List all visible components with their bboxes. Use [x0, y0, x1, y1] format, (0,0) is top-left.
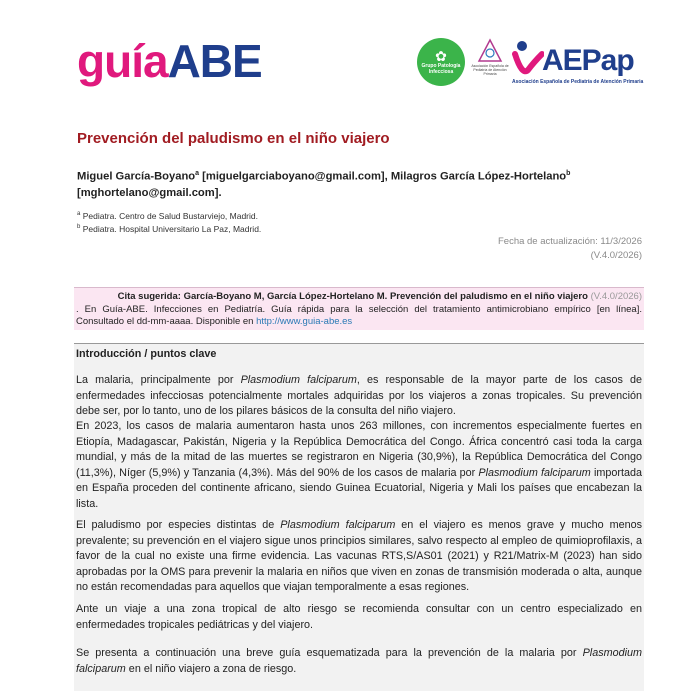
author-2-sup: b [566, 170, 571, 177]
citation-line-3 [76, 316, 352, 327]
affiliation-a-sup: a [77, 211, 81, 218]
citation-link[interactable]: http://www.guia-abe.es [256, 316, 353, 327]
affiliation-a [77, 211, 258, 221]
paragraph-3-italic: Plasmodium falciparum [280, 519, 396, 531]
paragraph-2 [76, 419, 642, 512]
page-title: Prevención del paludismo en el niño viajero [77, 130, 390, 147]
citation-consulted: Consultado el dd-mm-aaaa. Disponible en [76, 316, 257, 327]
author-1-sup: a [195, 170, 200, 177]
seip-logo [470, 38, 510, 86]
paragraph-5-italic: Plasmodium falciparum [76, 647, 642, 675]
update-date: Fecha de actualización: 11/3/2026 [497, 236, 642, 247]
citation-line-1 [118, 291, 642, 302]
bacteria-icon: ✿ [435, 48, 447, 64]
section-header-intro [74, 343, 644, 365]
section-body-intro [74, 363, 644, 691]
triangle-logo-icon [477, 38, 503, 64]
citation-label: Cita sugerida: García-Boyano M, García López-Hortelano M. Prevención del paludismo en el niño viajero [117, 291, 588, 302]
paragraph-5 [76, 646, 642, 677]
paragraph-5-a: Se presenta a continuación una breve guía esquematizada para la prevención de la malaria por [76, 647, 583, 659]
paragraph-4: Ante un viaje a una zona tropical de alto riesgo se recomienda consultar con un centro especializado en enfermedades tropicales pediátricas y del viajero. [76, 603, 642, 631]
guia-abe-logo [77, 35, 262, 87]
affiliation-b-sup: b [77, 224, 81, 231]
affiliation-b-text: Pediatra. Hospital Universitario La Paz, Madrid. [80, 224, 262, 234]
affiliation-a-text: Pediatra. Centro de Salud Bustarviejo, Madrid. [80, 211, 258, 221]
paragraph-3-a: El paludismo por especies distintas de [76, 519, 281, 531]
logo-aepap-sub: Asociación Española de Pediatría de Atención Primaria [512, 79, 644, 85]
suggested-citation [74, 287, 644, 330]
section-heading: Introducción / puntos clave [76, 348, 217, 360]
authors [77, 166, 637, 201]
logo-aepap-text: AEPap [542, 44, 634, 77]
paragraph-2-b: importada en España proceden del continente africano, siendo Guinea Ecuatorial, Nigeria y Mali los países que encabezan la lista. [76, 466, 642, 510]
paragraph-1-italic: Plasmodium falciparum [240, 374, 357, 386]
author-2-email: [mghortelano@gmail.com]. [77, 186, 222, 199]
paragraph-3-b: en el viajero es menos grave y mucho menos prevalente; su prevención en el viajero sigue unos principios similares, salvo respecto al empleo de quimioprofilaxis, a favor de la cual no existe una firme evidencia. Las vacunas RTS,S/AS01 (2021) y R21/Matrix-M (2023) han sido aprobadas por la OMS para prevenir la malaria en niños que viven en zonas de transmisión moderada o alta, aunque no están recomendadas para aquellos que viajan temporalmente a esas regiones. [76, 519, 642, 593]
paragraph-1-b: , es responsable de la mayor parte de los casos de enfermedades infecciosas potencialmente mortales adquiridas por los viajeros a zonas tropicales. Su prevención debe ser, por lo tanto, uno de los pilares básicos de la consulta del niño viajero. [76, 374, 642, 417]
author-1: Miguel García-Boyano [77, 170, 196, 183]
citation-version: (V.4.0/2026) [587, 291, 642, 302]
update-version: (V.4.0/2026) [590, 250, 642, 261]
paragraph-1 [76, 373, 642, 420]
logo-abe-text: ABE [167, 35, 262, 87]
aepap-figure-icon [512, 40, 544, 78]
affiliation-b [77, 224, 261, 234]
logo-guia-text: guía [77, 35, 168, 87]
logo-semi-text: Asociación Española de Pediatría de Atención Primaria [471, 64, 509, 76]
paragraph-3 [76, 518, 642, 596]
logo-group-text: Grupo Patología Infecciosa [421, 63, 461, 75]
paragraph-1-a: La malaria, principalmente por [76, 374, 241, 386]
paragraph-2-italic: Plasmodium falciparum [478, 466, 591, 479]
author-1-email: [miguelgarciaboyano@gmail.com], Milagros García López-Hortelano [199, 170, 567, 183]
citation-line-2: . En Guía-ABE. Infecciones en Pediatría. Guía rápida para la selección del tratamiento antimicrobiano empírico [en línea]. [76, 304, 642, 315]
grupo-patologia-infecciosa-logo [417, 38, 465, 86]
aepap-logo [512, 40, 647, 88]
paragraph-2-a: En 2023, los casos de malaria aumentaron hasta unos 263 millones, con incrementos especialmente fuertes en Etiopía, Madagascar, Pakistán, Nigeria y la República Democrática del Congo. África concentró casi toda la carga mundial, y más de la mitad de las muertes se registraron en Nigeria (30,9%), la República Democrática del Congo (11,3%), Níger (5,9%) y Tanzania (4,3%). Más del 90% de los casos de malaria por [76, 420, 642, 479]
paragraph-5-b: en el niño viajero a zona de riesgo. [125, 662, 297, 675]
